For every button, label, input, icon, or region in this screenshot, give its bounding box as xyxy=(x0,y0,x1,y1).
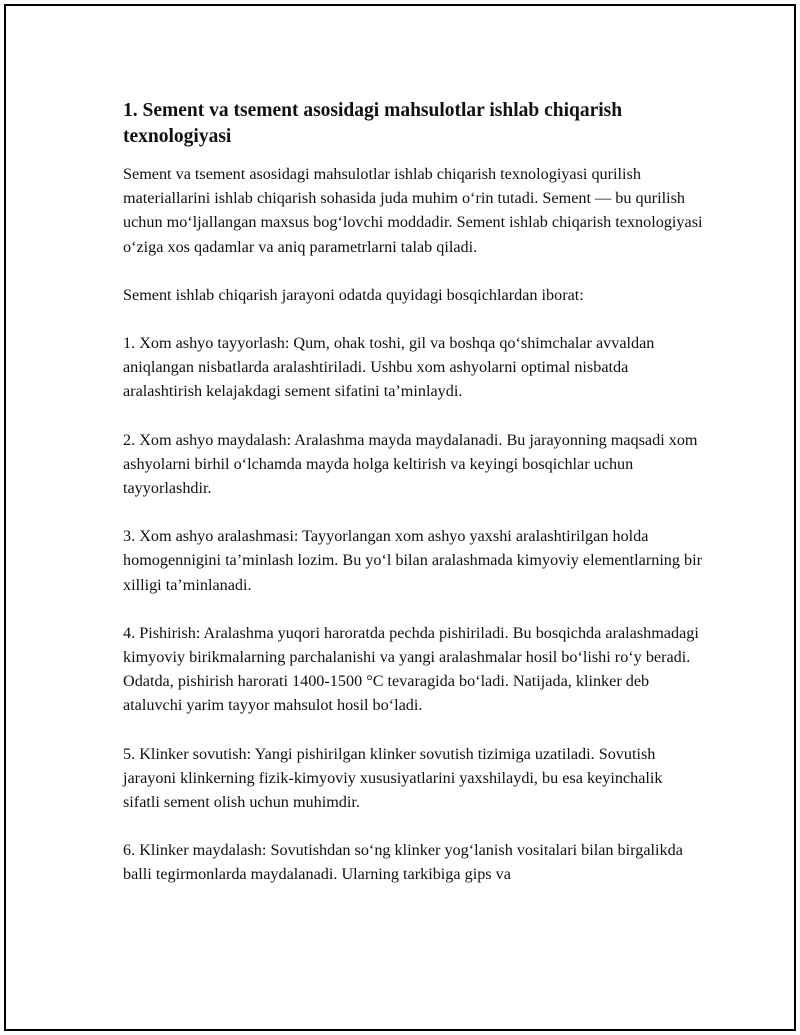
step-3-paragraph: 3. Xom ashyo aralashmasi: Tayyorlangan xom ashyo yaxshi aralashtirilgan holda homogennigini ta’minlash lozim. Bu yo‘l bilan aralashmada kimyoviy elementlarning bir xilligi ta’minlanadi. xyxy=(123,527,703,594)
step-4-paragraph: 4. Pishirish: Aralashma yuqori haroratda pechda pishiriladi. Bu bosqichda aralashmadagi kimyoviy birikmalarning parchalanishi va yangi aralashmalar hosil bo‘lishi ro‘y beradi. Odatda, pishirish harorati 1400-1500 °C tevaragida bo‘ladi. Natijada, klinker deb ataluvchi yarim tayyor mahsulot hosil bo‘ladi. xyxy=(123,623,699,715)
intro-paragraph: Sement va tsement asosidagi mahsulotlar ishlab chiqarish texnologiyasi qurilish materiallarini ishlab chiqarish sohasida juda muhim o‘rin tutadi. Sement — bu qurilish uchun mo‘ljallangan maxsus bog‘lovchi moddadir. Sement ishlab chiqarish texnologiyasi o‘ziga xos qadamlar va aniq parametrlarni talab qiladi. xyxy=(123,165,703,256)
stages-intro-paragraph: Sement ishlab chiqarish jarayoni odatda quyidagi bosqichlardan iborat: xyxy=(123,285,584,304)
document-body xyxy=(123,98,703,911)
step-5-paragraph: 5. Klinker sovutish: Yangi pishirilgan klinker sovutish tizimiga uzatiladi. Sovutish jarayoni klinkerning fizik-kimyoviy xususiyatlarini yaxshilaydi, bu esa keyinchalik sifatli sement olish uchun muhimdir. xyxy=(123,744,663,812)
step-1-paragraph: 1. Xom ashyo tayyorlash: Qum, ohak toshi, gil va boshqa qo‘shimchalar avvaldan aniqlangan nisbatlarda aralashtiriladi. Ushbu xom ashyolarni optimal nisbatda aralashtirish kelajakdagi sement sifatini ta’minlaydi. xyxy=(123,334,655,401)
step-2-paragraph: 2. Xom ashyo maydalash: Aralashma mayda maydalanadi. Bu jarayonning maqsadi xom ashyolarni birhil o‘lchamda mayda holga keltirish va keyingi bosqichlar uchun tayyorlashdir. xyxy=(123,430,698,498)
step-6-paragraph: 6. Klinker maydalash: Sovutishdan so‘ng klinker yog‘lanish vositalari bilan birgalikda balli tegirmonlarda maydalanadi. Ularning tarkibiga gips va xyxy=(123,841,683,884)
page-frame xyxy=(4,4,796,1031)
document-title: 1. Sement va tsement asosidagi mahsulotlar ishlab chiqarish texnologiyasi xyxy=(123,100,623,147)
